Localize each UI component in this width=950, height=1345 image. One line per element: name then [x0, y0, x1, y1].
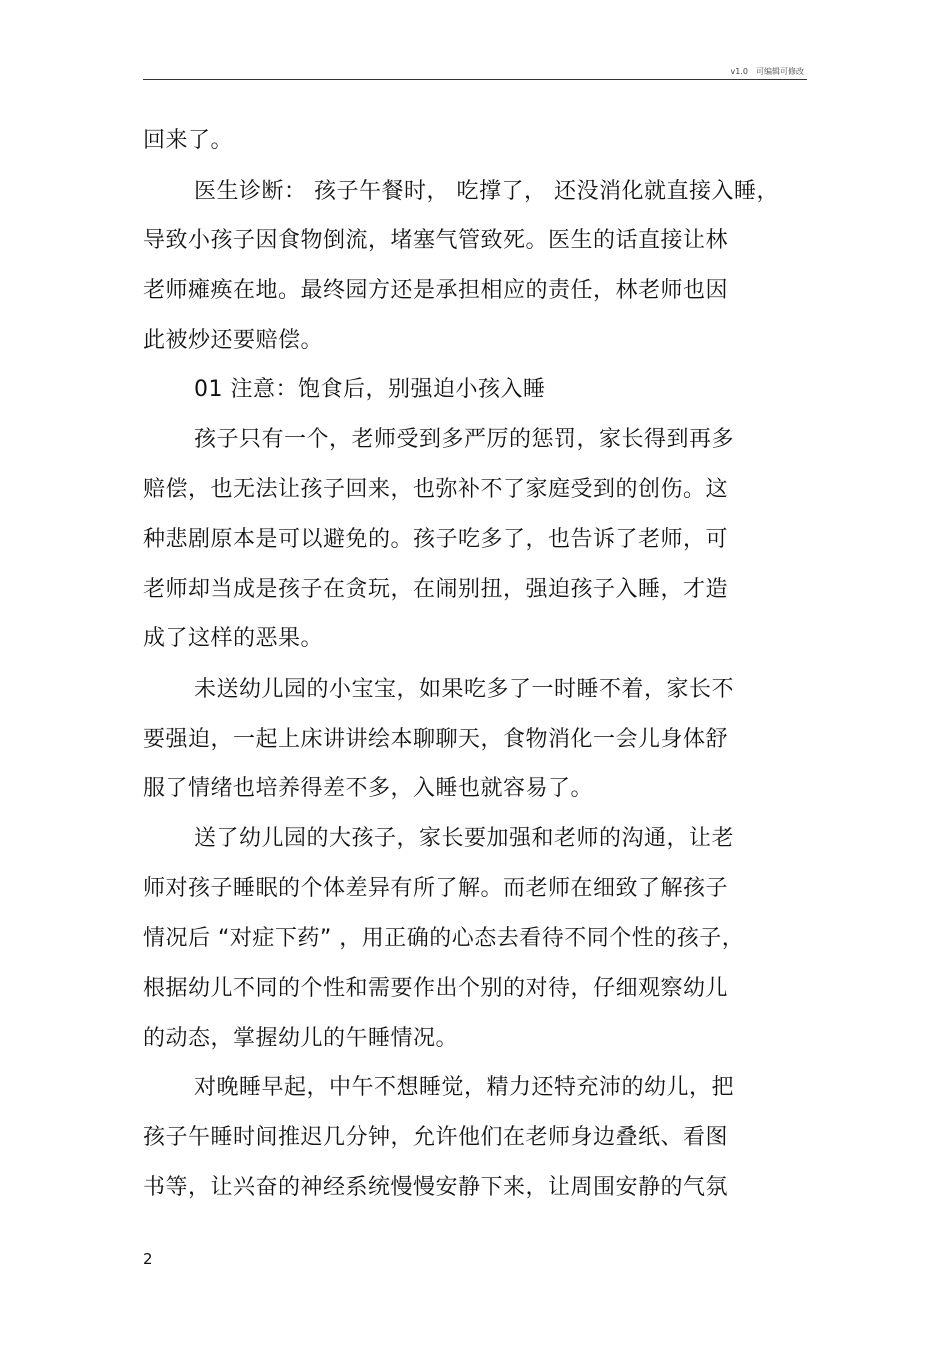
paragraph-line: 医生诊断： 孩子午餐时， 吃撑了， 还没消化就直接入睡，: [194, 179, 779, 204]
paragraph-line: 种悲剧原本是可以避免的。孩子吃多了，也告诉了老师，可: [143, 527, 729, 552]
paragraph-line: 师对孩子睡眠的个体差异有所了解。而老师在细致了解孩子: [143, 876, 729, 901]
page-number: 2: [143, 1250, 153, 1268]
paragraph-line: 成了这样的恶果。: [143, 626, 324, 651]
paragraph-line: 老师却当成是孩子在贪玩，在闹别扭，强迫孩子入睡，才造: [143, 577, 729, 602]
paragraph-line: 孩子只有一个，老师受到多严厉的惩罚，家长得到再多: [194, 427, 735, 452]
paragraph-line: 情况后 “对症下药” ，用正确的心态去看待不同个性的孩子，: [143, 926, 745, 951]
paragraph-line: 老师瘫痪在地。最终园方还是承担相应的责任，林老师也因: [143, 278, 729, 303]
paragraph-line: 服了情绪也培养得差不多，入睡也就容易了。: [143, 776, 594, 801]
paragraph-line: 的动态，掌握幼儿的午睡情况。: [143, 1026, 459, 1051]
paragraph-line: 未送幼儿园的小宝宝，如果吃多了一时睡不着，家长不: [194, 677, 735, 702]
section-heading: 01 注意：饱食后，别强迫小孩入睡: [194, 377, 546, 402]
header-divider: [143, 79, 807, 80]
paragraph-line: 要强迫，一起上床讲讲绘本聊聊天，食物消化一会儿身体舒: [143, 727, 729, 752]
paragraph-line: 回来了。: [143, 128, 234, 153]
paragraph-line: 对晚睡早起，中午不想睡觉，精力还特充沛的幼儿，把: [194, 1075, 735, 1100]
paragraph-line: 孩子午睡时间推迟几分钟，允许他们在老师身边叠纸、看图: [143, 1125, 729, 1150]
paragraph-line: 导致小孩子因食物倒流，堵塞气管致死。医生的话直接让林: [143, 228, 729, 253]
paragraph-line: 送了幼儿园的大孩子，家长要加强和老师的沟通，让老: [194, 826, 735, 851]
paragraph-line: 赔偿，也无法让孩子回来，也弥补不了家庭受到的创伤。这: [143, 477, 729, 502]
paragraph-line: 根据幼儿不同的个性和需要作出个别的对待，仔细观察幼儿: [143, 976, 729, 1001]
header-version-note: v1.0 可编辑可修改: [730, 67, 804, 76]
paragraph-line: 此被炒还要赔偿。: [143, 328, 324, 353]
paragraph-line: 书等，让兴奋的神经系统慢慢安静下来，让周围安静的气氛: [143, 1175, 729, 1200]
